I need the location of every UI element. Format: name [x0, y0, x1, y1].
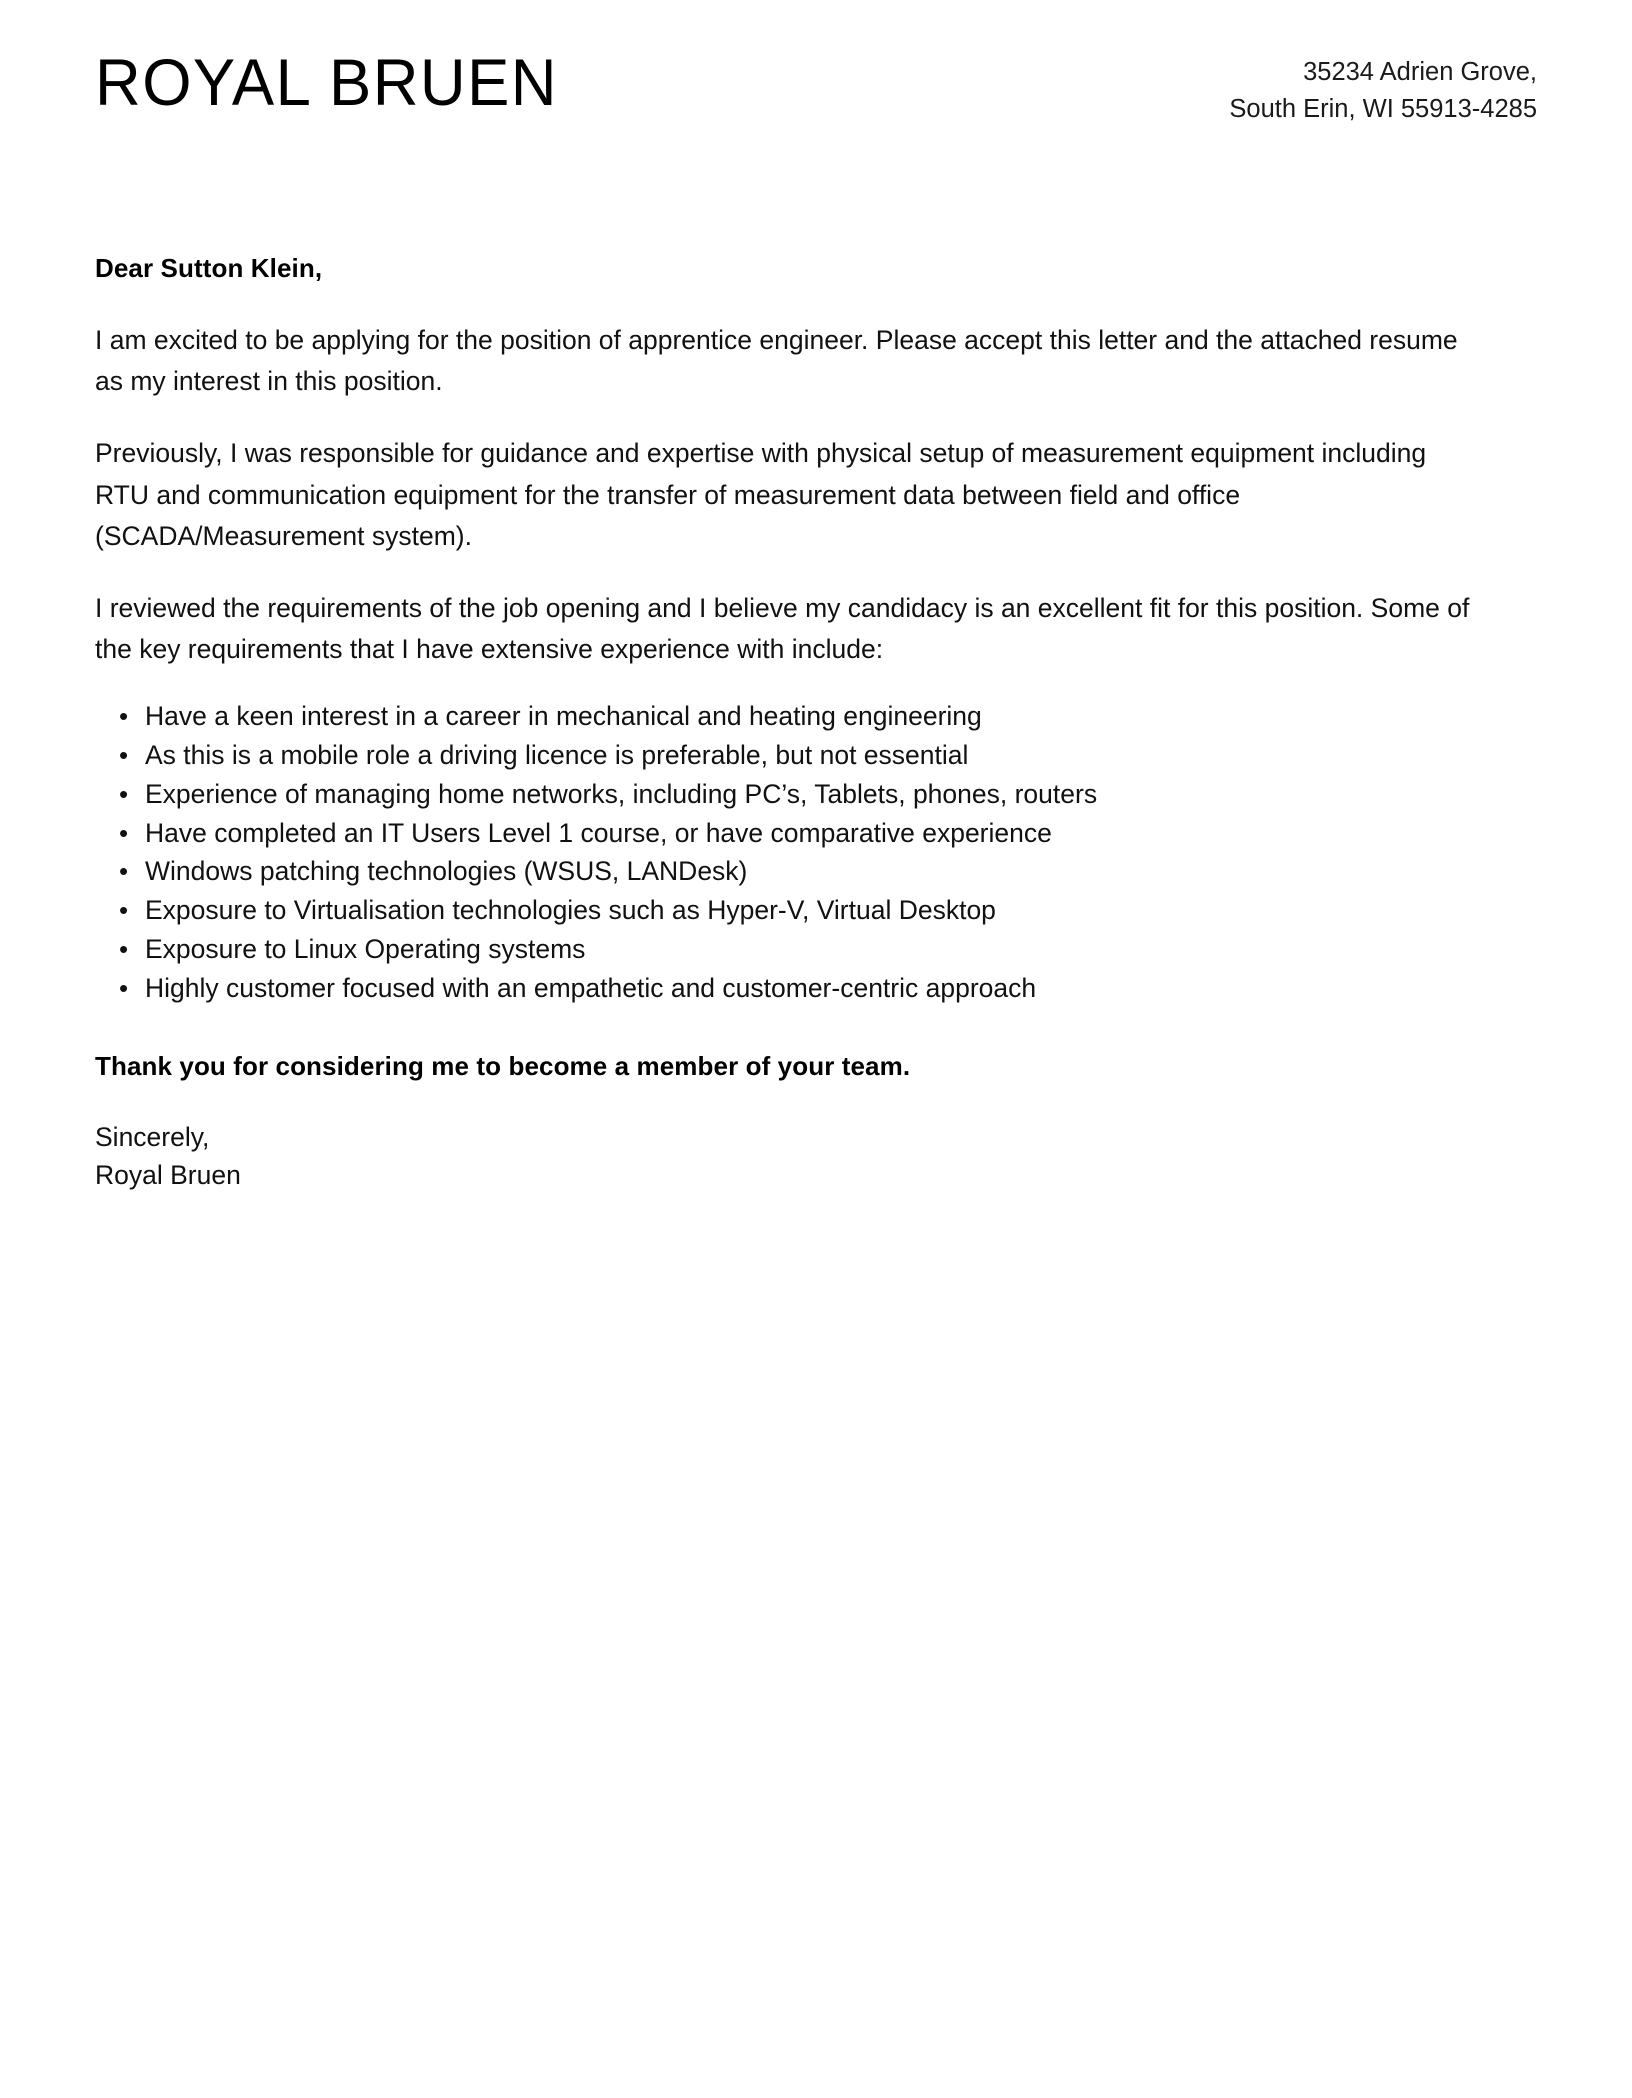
address-line-2: South Erin, WI 55913-4285 [1229, 94, 1537, 123]
address-line-1: 35234 Adrien Grove, [1303, 58, 1537, 86]
list-item: • Highly customer focused with an empathetic and customer-centric approach [95, 973, 1537, 1004]
closing-statement: Thank you for considering me to become a member of your team. [95, 1050, 911, 1081]
signature-name: Royal Bruen [95, 1159, 241, 1190]
list-item: • Have completed an IT Users Level 1 course, or have comparative experience [95, 818, 1537, 849]
letter-body [95, 252, 1537, 1194]
list-item: • As this is a mobile role a driving licence is preferable, but not essential [95, 740, 1537, 771]
letterhead-header [95, 45, 1537, 128]
paragraph-intro: I am excited to be applying for the position of apprentice engineer. Please accept this letter and the attached resume as my interest in this position. [95, 324, 1458, 397]
list-item: • Windows patching technologies (WSUS, LANDesk) [95, 856, 1537, 887]
paragraph-requirements-lead: I reviewed the requirements of the job opening and I believe my candidacy is an excellent fit for this position. Some of the key requirements that I have extensive experience with include: [95, 592, 1470, 665]
list-item: • Exposure to Virtualisation technologies such as Hyper-V, Virtual Desktop [95, 895, 1537, 926]
list-item: • Have a keen interest in a career in mechanical and heating engineering [95, 701, 1537, 732]
sender-address-block [1229, 48, 1537, 128]
signature-block [95, 1118, 1537, 1194]
list-item: • Experience of managing home networks, including PC’s, Tablets, phones, routers [95, 779, 1537, 810]
list-item: • Exposure to Linux Operating systems [95, 934, 1537, 965]
salutation: Dear Sutton Klein, [95, 253, 323, 283]
page-title: ROYAL BRUEN [95, 45, 558, 119]
signoff-salutation: Sincerely, [95, 1121, 210, 1152]
paragraph-experience: Previously, I was responsible for guidance and expertise with physical setup of measurement equipment including RTU and communication equipment for the transfer of measurement data between field and office (SCADA/Measurement system). [95, 437, 1427, 552]
requirements-list [95, 701, 1537, 1004]
